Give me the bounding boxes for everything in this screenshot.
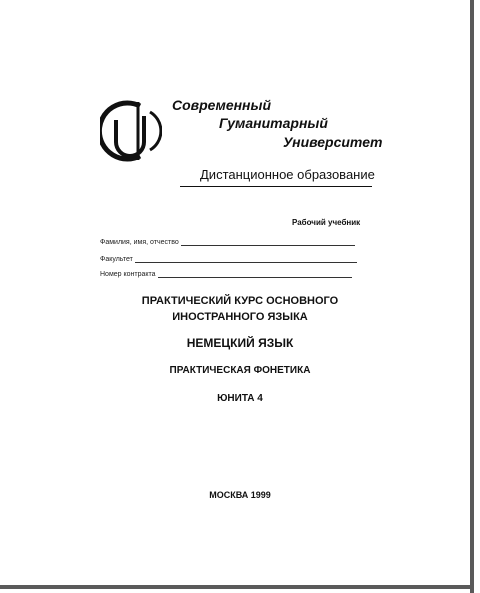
unit-title: ЮНИТА 4 — [217, 393, 263, 404]
form-field-blank[interactable] — [135, 254, 357, 263]
form-field-contract — [100, 266, 352, 278]
course-title-line-1: ПРАКТИЧЕСКИЙ КУРС ОСНОВНОГО — [141, 295, 339, 307]
workbook-label: Рабочий учебник — [292, 218, 361, 227]
form-field-faculty — [100, 251, 357, 263]
distance-learning-label: Дистанционное образование — [200, 167, 375, 182]
university-name-line-1: Современный — [172, 97, 272, 113]
course-title-line-2: ИНОСТРАННОГО ЯЗЫКА — [172, 311, 308, 323]
course-title — [60, 293, 420, 325]
page-margin-right — [474, 0, 480, 593]
form-field-label: Фамилия, имя, отчество — [100, 239, 179, 246]
university-logo-icon — [100, 98, 162, 164]
page-shadow-bottom — [0, 585, 474, 589]
form-field-name — [100, 234, 355, 246]
subject-title: ПРАКТИЧЕСКАЯ ФОНЕТИКА — [169, 365, 311, 376]
form-field-label: Факультет — [100, 256, 133, 263]
form-field-blank[interactable] — [181, 237, 355, 246]
form-field-blank[interactable] — [158, 269, 352, 278]
form-field-label: Номер контракта — [100, 271, 156, 278]
city-year: МОСКВА 1999 — [209, 490, 271, 500]
header-divider — [180, 186, 372, 187]
university-name-line-2: Гуманитарный — [219, 115, 328, 131]
language-title: НЕМЕЦКИЙ ЯЗЫК — [186, 336, 294, 350]
university-name-line-3: Университет — [283, 134, 383, 150]
